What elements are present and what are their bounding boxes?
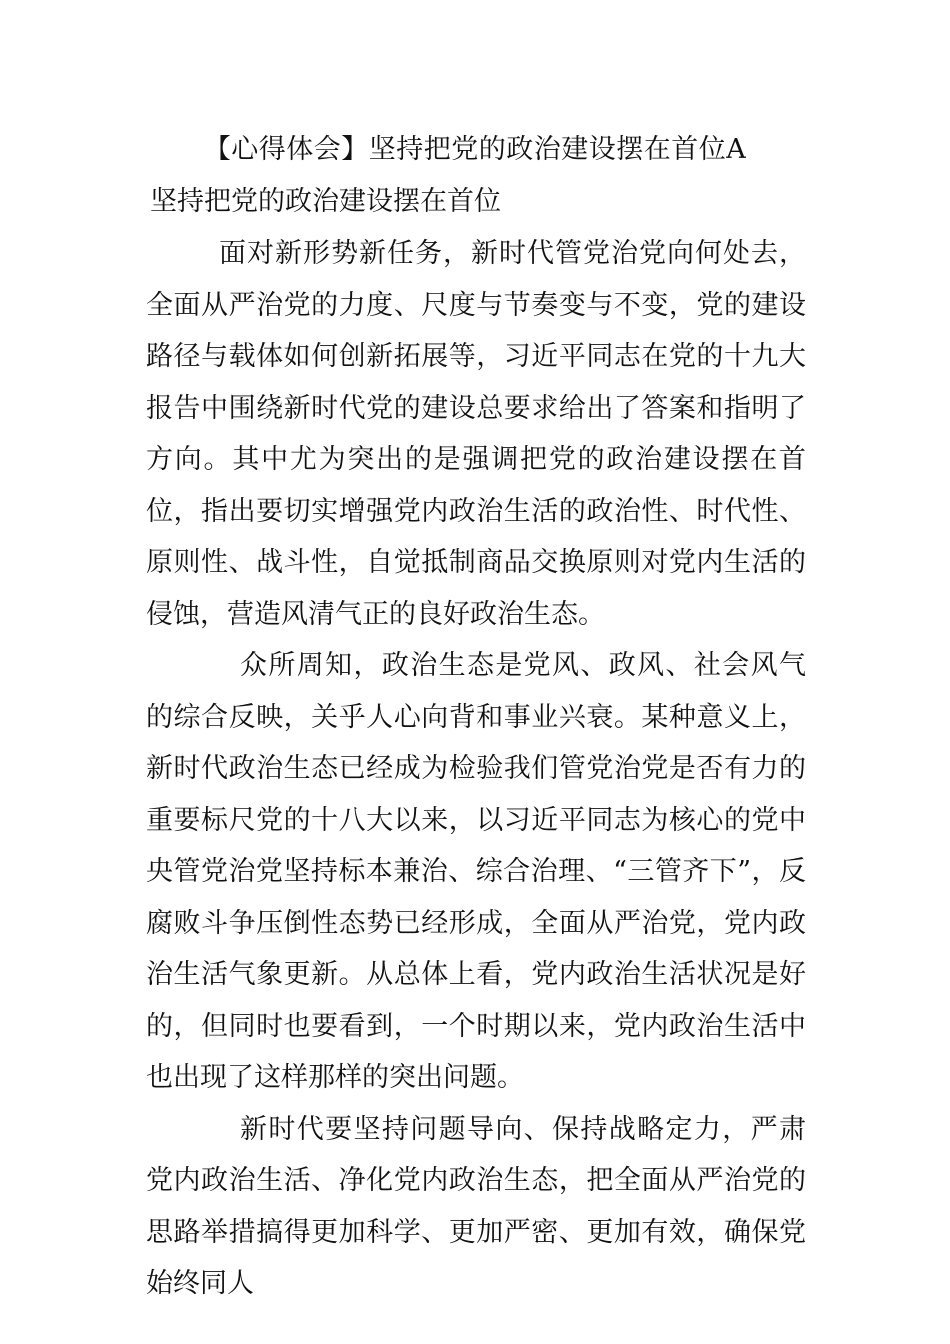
paragraph-1: 面对新形势新任务，新时代管党治党向何处去，全面从严治党的力度、尺度与节奏变与不变，党的建设路径与载体如何创新拓展等，习近平同志在党的十九大报告中围绕新时代党的建设总要求给出了答案和指明了方向。其中尤为突出的是强调把党的政治建设摆在首位，指出要切实增强党内政治生活的政治性、时代性、原则性、战斗性，自觉抵制商品交换原则对党内生活的侵蚀，营造风清气正的良好政治生态。: [146, 238, 806, 630]
document-subtitle: 坚持把党的政治建设摆在首位: [150, 186, 501, 217]
paragraph-2: 众所周知，政治生态是党风、政风、社会风气的综合反映，关乎人心向背和事业兴衰。某种意义上，新时代政治生态已经成为检验我们管党治党是否有力的重要标尺党的十八大以来，以习近平同志为核心的党中央管党治党坚持标本兼治、综合治理、“三管齐下”，反腐败斗争压倒性态势已经形成，全面从严治党，党内政治生活气象更新。从总体上看，党内政治生活状况是好的，但同时也要看到，一个时期以来，党内政治生活中也出现了这样那样的突出问题。: [146, 650, 806, 1093]
paragraph-3: 新时代要坚持问题导向、保持战略定力，严肃党内政治生活、净化党内政治生态，把全面从严治党的思路举措搞得更加科学、更加严密、更加有效，确保党始终同人: [146, 1113, 806, 1299]
document-body: [146, 228, 806, 1310]
document-title: 【心得体会】坚持把党的政治建设摆在首位A: [203, 134, 747, 165]
